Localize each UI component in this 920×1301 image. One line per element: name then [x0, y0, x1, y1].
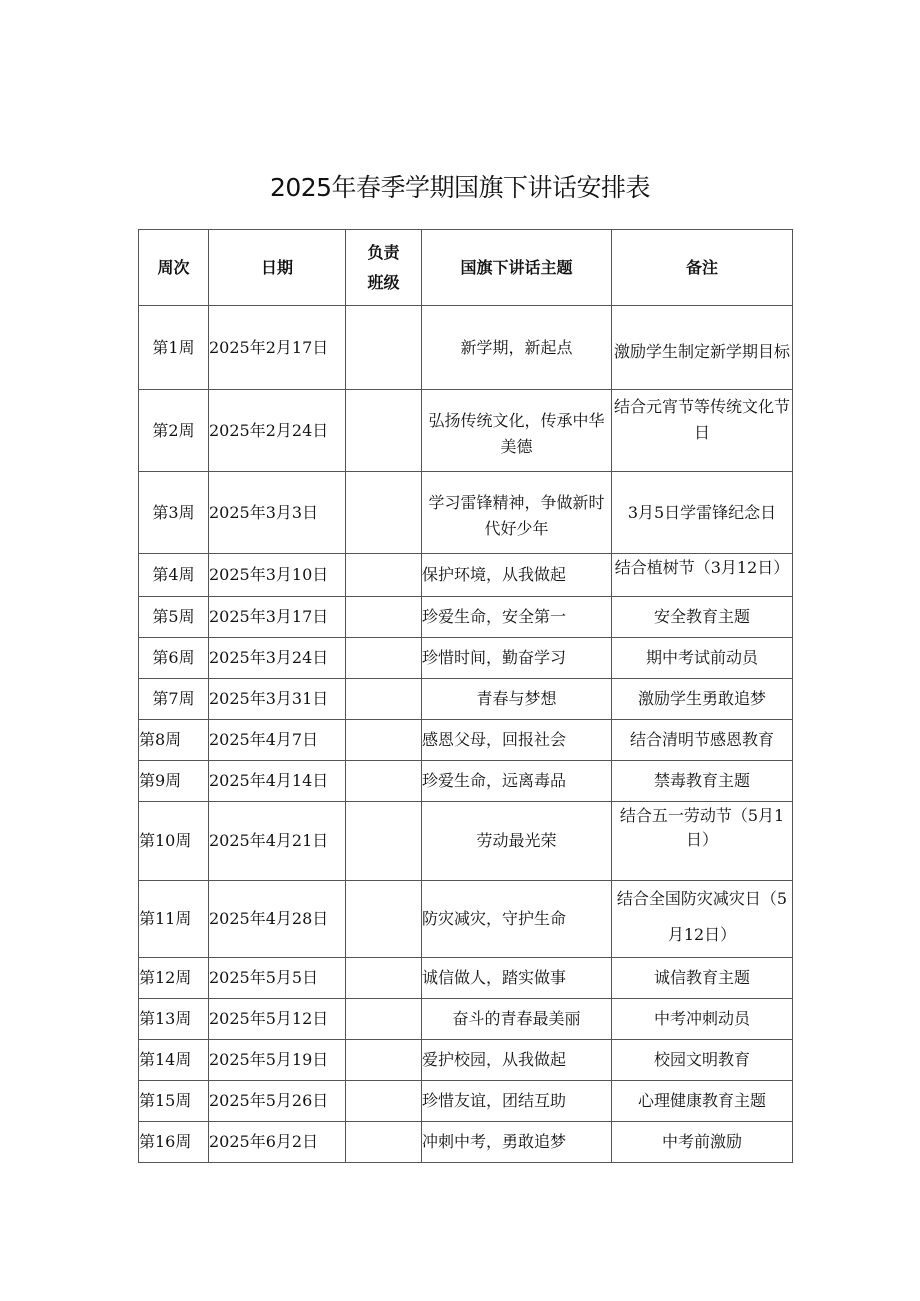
table-row: [139, 881, 793, 958]
table-row: [139, 306, 793, 390]
table-row: [139, 999, 793, 1040]
note-cell: 期中考试前动员: [612, 638, 793, 679]
table-row: [139, 802, 793, 881]
date-cell: 2025年6月2日: [209, 1122, 346, 1163]
topic-cell: 弘扬传统文化，传承中华美德: [422, 390, 612, 472]
table-row: [139, 679, 793, 720]
week-cell: 第9周: [139, 761, 209, 802]
note-cell: 结合清明节感恩教育: [612, 720, 793, 761]
page-title: 2025年春季学期国旗下讲话安排表: [269, 173, 651, 202]
table-row: [139, 472, 793, 554]
topic-cell: 感恩父母，回报社会: [422, 720, 612, 761]
note-cell: 心理健康教育主题: [612, 1081, 793, 1122]
note-cell: 结合全国防灾减灾日（5月12日）: [612, 881, 793, 958]
date-cell: 2025年2月24日: [209, 390, 346, 472]
date-cell: 2025年5月19日: [209, 1040, 346, 1081]
topic-cell: 青春与梦想: [422, 679, 612, 720]
topic-cell: 新学期，新起点: [422, 306, 612, 390]
note-cell: 禁毒教育主题: [612, 761, 793, 802]
topic-cell: 珍惜友谊，团结互助: [422, 1081, 612, 1122]
class-cell: [346, 390, 422, 472]
date-cell: 2025年5月12日: [209, 999, 346, 1040]
week-cell: 第5周: [139, 597, 209, 638]
class-cell: [346, 306, 422, 390]
class-cell: [346, 1081, 422, 1122]
class-cell: [346, 1122, 422, 1163]
date-cell: 2025年3月3日: [209, 472, 346, 554]
week-cell: 第12周: [139, 958, 209, 999]
week-cell: 第6周: [139, 638, 209, 679]
note-cell: 激励学生制定新学期目标: [612, 306, 793, 390]
topic-cell: 保护环境，从我做起: [422, 554, 612, 597]
week-cell: 第8周: [139, 720, 209, 761]
week-cell: 第11周: [139, 881, 209, 958]
date-cell: 2025年4月14日: [209, 761, 346, 802]
class-cell: [346, 472, 422, 554]
class-cell: [346, 554, 422, 597]
date-cell: 2025年4月28日: [209, 881, 346, 958]
schedule-table: [138, 229, 793, 1163]
date-cell: 2025年3月31日: [209, 679, 346, 720]
note-cell: 诚信教育主题: [612, 958, 793, 999]
class-cell: [346, 999, 422, 1040]
note-cell: 安全教育主题: [612, 597, 793, 638]
table-row: [139, 390, 793, 472]
class-cell: [346, 679, 422, 720]
week-cell: 第4周: [139, 554, 209, 597]
class-cell: [346, 638, 422, 679]
date-cell: 2025年4月21日: [209, 802, 346, 881]
class-cell: [346, 802, 422, 881]
class-cell: [346, 958, 422, 999]
topic-cell: 劳动最光荣: [422, 802, 612, 881]
topic-cell: 珍爱生命，安全第一: [422, 597, 612, 638]
table-row: [139, 1081, 793, 1122]
table-row: [139, 597, 793, 638]
class-cell: [346, 597, 422, 638]
date-cell: 2025年3月17日: [209, 597, 346, 638]
topic-cell: 诚信做人，踏实做事: [422, 958, 612, 999]
topic-cell: 爱护校园，从我做起: [422, 1040, 612, 1081]
date-cell: 2025年5月5日: [209, 958, 346, 999]
header-note: 备注: [612, 230, 793, 306]
week-cell: 第15周: [139, 1081, 209, 1122]
header-class: 负责班级: [346, 230, 422, 306]
note-cell: 结合植树节（3月12日）: [612, 554, 793, 597]
table-row: [139, 761, 793, 802]
table-row: [139, 554, 793, 597]
table-row: [139, 958, 793, 999]
week-cell: 第10周: [139, 802, 209, 881]
header-week: 周次: [139, 230, 209, 306]
topic-cell: 珍惜时间，勤奋学习: [422, 638, 612, 679]
table-row: [139, 720, 793, 761]
note-cell: 结合五一劳动节（5月1日）: [612, 802, 793, 881]
week-cell: 第7周: [139, 679, 209, 720]
topic-cell: 奋斗的青春最美丽: [422, 999, 612, 1040]
date-cell: 2025年2月17日: [209, 306, 346, 390]
date-cell: 2025年3月10日: [209, 554, 346, 597]
topic-cell: 珍爱生命，远离毒品: [422, 761, 612, 802]
topic-cell: 学习雷锋精神，争做新时代好少年: [422, 472, 612, 554]
week-cell: 第14周: [139, 1040, 209, 1081]
class-cell: [346, 720, 422, 761]
note-cell: 中考前激励: [612, 1122, 793, 1163]
topic-cell: 冲刺中考，勇敢追梦: [422, 1122, 612, 1163]
note-cell: 3月5日学雷锋纪念日: [612, 472, 793, 554]
class-cell: [346, 881, 422, 958]
note-cell: 校园文明教育: [612, 1040, 793, 1081]
note-cell: 激励学生勇敢追梦: [612, 679, 793, 720]
note-cell: 中考冲刺动员: [612, 999, 793, 1040]
topic-cell: 防灾减灾，守护生命: [422, 881, 612, 958]
header-row: [139, 230, 793, 306]
table-row: [139, 1040, 793, 1081]
table-row: [139, 1122, 793, 1163]
class-cell: [346, 761, 422, 802]
week-cell: 第3周: [139, 472, 209, 554]
date-cell: 2025年3月24日: [209, 638, 346, 679]
header-topic: 国旗下讲话主题: [422, 230, 612, 306]
note-cell: 结合元宵节等传统文化节日: [612, 390, 793, 472]
header-date: 日期: [209, 230, 346, 306]
week-cell: 第13周: [139, 999, 209, 1040]
date-cell: 2025年5月26日: [209, 1081, 346, 1122]
class-cell: [346, 1040, 422, 1081]
date-cell: 2025年4月7日: [209, 720, 346, 761]
table-row: [139, 638, 793, 679]
week-cell: 第1周: [139, 306, 209, 390]
week-cell: 第2周: [139, 390, 209, 472]
week-cell: 第16周: [139, 1122, 209, 1163]
